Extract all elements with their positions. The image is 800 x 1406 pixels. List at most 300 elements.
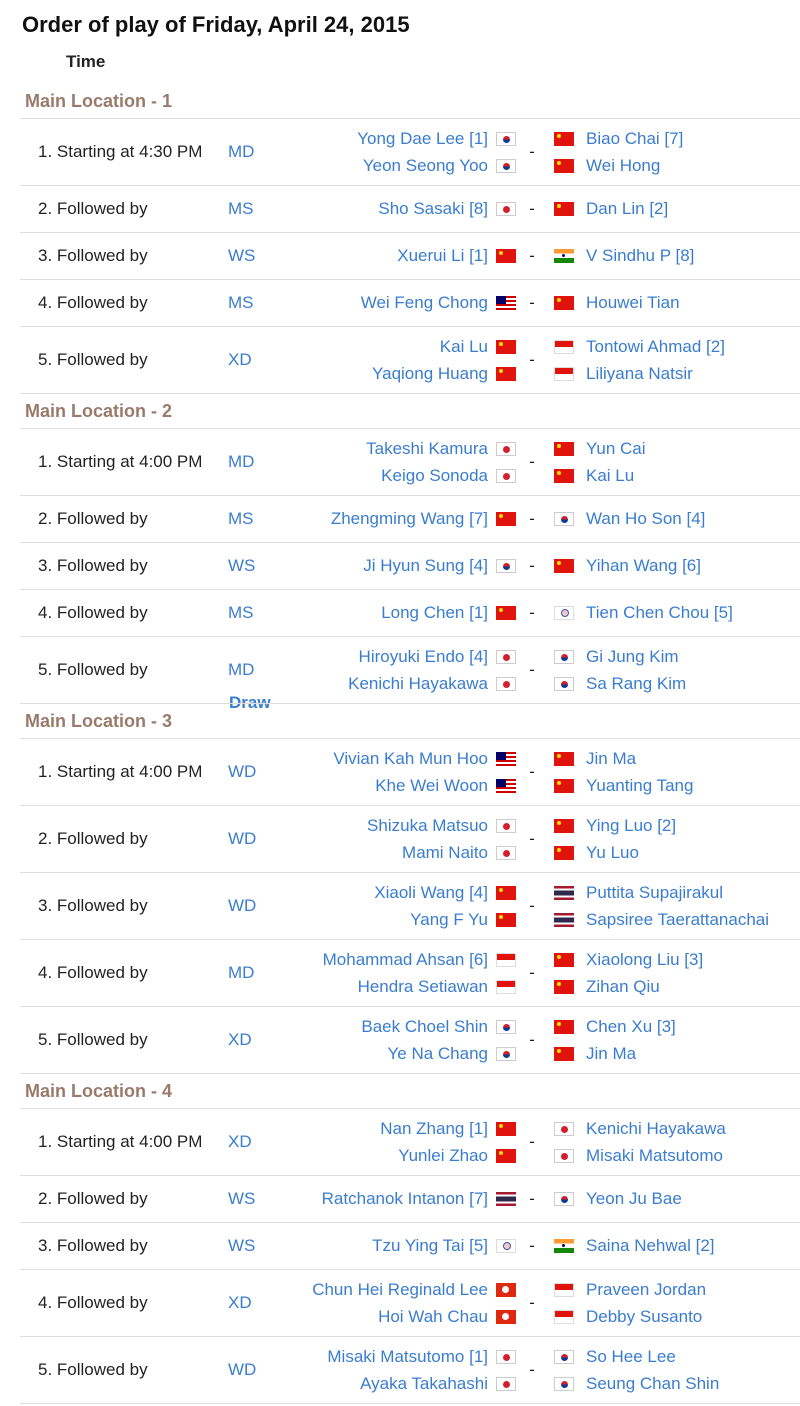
player-entry: [554, 1233, 715, 1260]
match-row: [20, 1223, 800, 1270]
team-left: [312, 1270, 516, 1336]
team-right: [554, 543, 701, 589]
draw-code-link[interactable]: XD: [228, 1293, 252, 1312]
china-flag-icon: [554, 202, 574, 216]
player-entry: [323, 946, 516, 973]
player-name-link[interactable]: So Hee Lee: [586, 1346, 676, 1366]
team-right: [554, 429, 646, 495]
team-left: [327, 1337, 516, 1403]
india-flag-icon: [554, 1239, 574, 1253]
player-entry: [554, 973, 660, 1000]
china-flag-icon: [554, 1047, 574, 1061]
player-name-link[interactable]: Chun Hei Reginald Lee: [312, 1279, 488, 1299]
player-name-link[interactable]: Dan Lin [2]: [586, 199, 669, 218]
player-name-link[interactable]: Vivian Kah Mun Hoo: [333, 748, 488, 768]
china-flag-icon: [554, 752, 574, 766]
match-row: [20, 233, 800, 280]
player-entry: [554, 839, 639, 866]
match-order-time: 2. Followed by: [38, 829, 148, 848]
team-left: [381, 590, 516, 636]
china-flag-icon: [554, 159, 574, 173]
match-row: [20, 637, 800, 704]
location-heading: Main Location - 3: [20, 704, 800, 739]
korea-flag-icon: [554, 650, 574, 664]
player-entry: [554, 1370, 719, 1397]
player-name-link[interactable]: Houwei Tian: [586, 293, 680, 312]
draw-code-link[interactable]: WS: [228, 556, 256, 575]
match-order-time: 1. Starting at 4:00 PM: [38, 452, 203, 471]
draw-code-link[interactable]: MD: [228, 142, 255, 161]
match-row: [20, 806, 800, 873]
player-name-link[interactable]: Seung Chan Shin: [586, 1373, 720, 1393]
player-entry: [363, 553, 516, 580]
team-left: [333, 739, 516, 805]
japan-flag-icon: [554, 1149, 574, 1163]
player-entry: [372, 360, 516, 387]
player-name-link[interactable]: V Sindhu P [8]: [586, 246, 695, 265]
china-flag-icon: [554, 1020, 574, 1034]
player-entry: [554, 290, 680, 317]
order-of-play-list: [20, 84, 800, 1404]
player-entry: [554, 125, 683, 152]
team-right: [554, 1223, 715, 1269]
draw-code-link[interactable]: MS: [228, 603, 254, 622]
player-entry: [554, 643, 679, 670]
china-flag-icon: [496, 886, 516, 900]
player-entry: [554, 1186, 682, 1213]
thailand-flag-icon: [554, 886, 574, 900]
versus-separator: -: [529, 603, 535, 622]
indonesia-flag-icon: [496, 980, 516, 994]
china-flag-icon: [554, 442, 574, 456]
player-name-link[interactable]: Hendra Setiawan: [357, 976, 488, 996]
match-row: [20, 327, 800, 394]
player-name-link[interactable]: Nan Zhang [1]: [380, 1118, 488, 1138]
japan-flag-icon: [554, 1122, 574, 1136]
player-entry: [358, 973, 516, 1000]
match-order-time: 1. Starting at 4:00 PM: [38, 762, 203, 781]
player-name-link[interactable]: Jin Ma: [586, 1043, 637, 1063]
china-flag-icon: [554, 980, 574, 994]
player-entry: [554, 1013, 676, 1040]
team-right: [554, 186, 668, 232]
match-row: [20, 739, 800, 806]
player-entry: [554, 435, 646, 462]
player-name-link[interactable]: Yeon Seong Yoo: [362, 155, 488, 175]
player-entry: [327, 1343, 516, 1370]
match-order-time: 4. Followed by: [38, 603, 148, 622]
korea-flag-icon: [496, 1047, 516, 1061]
player-name-link[interactable]: Yun Cai: [586, 438, 646, 458]
player-entry: [554, 462, 634, 489]
versus-separator: -: [529, 1236, 535, 1255]
player-name-link[interactable]: Takeshi Kamura: [366, 438, 488, 458]
player-name-link[interactable]: Yihan Wang [6]: [586, 556, 701, 575]
player-name-link[interactable]: Hiroyuki Endo [4]: [358, 646, 488, 666]
player-name-link[interactable]: Misaki Matsutomo: [586, 1145, 723, 1165]
player-name-link[interactable]: Zihan Qiu: [586, 976, 660, 996]
player-name-link[interactable]: Khe Wei Woon: [375, 775, 488, 795]
player-entry: [361, 1013, 516, 1040]
china-flag-icon: [554, 296, 574, 310]
indonesia-flag-icon: [554, 1310, 574, 1324]
match-order-time: 5. Followed by: [38, 1030, 148, 1049]
page-title: Order of play of Friday, April 24, 2015: [22, 12, 410, 37]
player-name-link[interactable]: Ying Luo [2]: [586, 815, 677, 835]
player-name-link[interactable]: Chen Xu [3]: [586, 1016, 676, 1036]
player-entry: [554, 745, 636, 772]
player-entry: [554, 879, 723, 906]
player-entry: [375, 772, 516, 799]
player-entry: [554, 1343, 676, 1370]
team-right: [554, 1176, 682, 1222]
indonesia-flag-icon: [554, 1283, 574, 1297]
china-flag-icon: [496, 340, 516, 354]
player-name-link[interactable]: Sho Sasaki [8]: [378, 199, 488, 218]
draw-code-link[interactable]: WD: [228, 1360, 257, 1379]
player-name-link[interactable]: Ratchanok Intanon [7]: [321, 1189, 488, 1208]
versus-separator: -: [529, 509, 535, 528]
team-right: [554, 327, 725, 393]
match-order-time: 2. Followed by: [38, 199, 148, 218]
time-column-header: Time: [66, 52, 106, 71]
player-name-link[interactable]: Shizuka Matsuo: [367, 815, 488, 835]
player-entry: [554, 600, 733, 627]
match-row: [20, 280, 800, 327]
versus-separator: -: [529, 142, 535, 161]
player-name-link[interactable]: Biao Chai [7]: [586, 128, 684, 148]
draw-code-link[interactable]: MD: [228, 963, 255, 982]
player-entry: [398, 1142, 516, 1169]
player-name-link[interactable]: Kai Lu: [586, 465, 635, 485]
player-name-link[interactable]: Gi Jung Kim: [586, 646, 679, 666]
match-order-time: 5. Followed by: [38, 350, 148, 369]
match-row: [20, 590, 800, 637]
thailand-flag-icon: [496, 1192, 516, 1206]
draw-code-link[interactable]: XD: [228, 1030, 252, 1049]
china-flag-icon: [496, 606, 516, 620]
player-name-link[interactable]: Sapsiree Taerattanachai: [586, 909, 770, 929]
match-order-time: 3. Followed by: [38, 1236, 148, 1255]
player-name-link[interactable]: Long Chen [1]: [381, 603, 488, 622]
versus-separator: -: [529, 829, 535, 848]
player-name-link[interactable]: Praveen Jordan: [586, 1279, 707, 1299]
china-flag-icon: [496, 913, 516, 927]
malaysia-flag-icon: [496, 779, 516, 793]
player-entry: [380, 1115, 516, 1142]
versus-separator: -: [529, 246, 535, 265]
china-flag-icon: [554, 846, 574, 860]
player-name-link[interactable]: Yang F Yu: [410, 909, 488, 929]
player-entry: [554, 1303, 702, 1330]
player-entry: [359, 643, 516, 670]
team-right: [554, 940, 703, 1006]
match-row: [20, 1109, 800, 1176]
player-name-link[interactable]: Jin Ma: [586, 748, 637, 768]
player-entry: [554, 333, 725, 360]
location-heading: Main Location - 1: [20, 84, 800, 119]
player-name-link[interactable]: Sa Rang Kim: [586, 673, 687, 693]
player-entry: [387, 1040, 516, 1067]
draw-code-link[interactable]: MS: [228, 509, 254, 528]
korea-flag-icon: [496, 1020, 516, 1034]
japan-flag-icon: [496, 442, 516, 456]
player-name-link[interactable]: Wei Hong: [586, 155, 661, 175]
korea-flag-icon: [496, 159, 516, 173]
team-left: [367, 806, 516, 872]
player-name-link[interactable]: Hoi Wah Chau: [378, 1306, 488, 1326]
versus-separator: -: [529, 293, 535, 312]
draw-code-link[interactable]: WS: [228, 1189, 256, 1208]
match-row: [20, 543, 800, 590]
china-flag-icon: [496, 367, 516, 381]
malaysia-flag-icon: [496, 296, 516, 310]
match-order-time: 4. Followed by: [38, 1293, 148, 1312]
match-row: [20, 429, 800, 496]
match-order-time: 5. Followed by: [38, 1360, 148, 1379]
match-order-time: 4. Followed by: [38, 293, 148, 312]
player-entry: [312, 1276, 516, 1303]
player-name-link[interactable]: Tien Chen Chou [5]: [586, 603, 733, 622]
player-entry: [397, 243, 516, 270]
match-order-time: 1. Starting at 4:00 PM: [38, 1132, 203, 1151]
versus-separator: -: [529, 1189, 535, 1208]
player-name-link[interactable]: Yaqiong Huang: [372, 363, 488, 383]
player-name-link[interactable]: Zhengming Wang [7]: [330, 509, 488, 528]
player-name-link[interactable]: Yu Luo: [586, 842, 639, 862]
china-flag-icon: [496, 512, 516, 526]
player-entry: [554, 243, 694, 270]
korea-flag-icon: [554, 1350, 574, 1364]
player-name-link[interactable]: Yunlei Zhao: [398, 1145, 488, 1165]
japan-flag-icon: [496, 1350, 516, 1364]
versus-separator: -: [529, 452, 535, 471]
player-name-link[interactable]: Ayaka Takahashi: [360, 1373, 488, 1393]
player-entry: [378, 1303, 516, 1330]
team-right: [554, 739, 693, 805]
team-right: [554, 806, 676, 872]
draw-code-link[interactable]: WD: [228, 896, 257, 915]
team-right: [554, 1007, 676, 1073]
japan-flag-icon: [496, 677, 516, 691]
team-left: [361, 280, 516, 326]
player-name-link[interactable]: Ji Hyun Sung [4]: [363, 556, 488, 575]
indonesia-flag-icon: [554, 340, 574, 354]
korea-flag-icon: [496, 559, 516, 573]
player-entry: [367, 812, 516, 839]
versus-separator: -: [529, 350, 535, 369]
player-name-link[interactable]: Yeon Ju Bae: [586, 1189, 682, 1208]
team-right: [554, 1109, 726, 1175]
team-right: [554, 637, 686, 703]
player-name-link[interactable]: Xiaoli Wang [4]: [374, 882, 488, 902]
chinese-taipei-flag-icon: [554, 606, 574, 620]
player-name-link[interactable]: Yuanting Tang: [586, 775, 694, 795]
match-order-time: 3. Followed by: [38, 246, 148, 265]
china-flag-icon: [554, 819, 574, 833]
player-name-link[interactable]: Baek Choel Shin: [361, 1016, 488, 1036]
china-flag-icon: [554, 132, 574, 146]
player-entry: [554, 360, 693, 387]
match-order-time: 2. Followed by: [38, 1189, 148, 1208]
player-name-link[interactable]: Debby Susanto: [586, 1306, 703, 1326]
player-name-link[interactable]: Saina Nehwal [2]: [586, 1236, 715, 1255]
japan-flag-icon: [496, 469, 516, 483]
match-order-time: 1. Starting at 4:30 PM: [38, 142, 203, 161]
player-entry: [366, 435, 516, 462]
player-name-link[interactable]: Mami Naito: [402, 842, 488, 862]
draw-code-link[interactable]: MS: [228, 293, 254, 312]
team-right: [554, 1337, 719, 1403]
player-name-link[interactable]: Liliyana Natsir: [586, 363, 693, 383]
draw-code-link[interactable]: WS: [228, 246, 256, 265]
team-left: [372, 1223, 516, 1269]
versus-separator: -: [529, 1030, 535, 1049]
match-order-time: 4. Followed by: [38, 963, 148, 982]
player-name-link[interactable]: Tontowi Ahmad [2]: [586, 336, 725, 356]
match-row: [20, 1176, 800, 1223]
draw-code-link[interactable]: XD: [228, 1132, 252, 1151]
player-entry: [554, 152, 660, 179]
draw-code-link[interactable]: MS: [228, 199, 254, 218]
korea-flag-icon: [554, 677, 574, 691]
player-name-link[interactable]: Kai Lu: [439, 336, 488, 356]
player-entry: [554, 506, 705, 533]
versus-separator: -: [529, 199, 535, 218]
versus-separator: -: [529, 660, 535, 679]
team-left: [374, 873, 516, 939]
team-left: [348, 637, 516, 703]
match-order-time: 5. Followed by: [38, 660, 148, 679]
japan-flag-icon: [496, 202, 516, 216]
team-left: [363, 543, 516, 589]
team-left: [361, 1007, 516, 1073]
location-heading: Main Location - 2: [20, 394, 800, 429]
team-left: [380, 1109, 516, 1175]
player-entry: [381, 462, 516, 489]
hong-kong-flag-icon: [496, 1310, 516, 1324]
draw-code-link[interactable]: MD: [228, 452, 255, 471]
player-name-link[interactable]: Ye Na Chang: [387, 1043, 488, 1063]
player-entry: [361, 290, 516, 317]
team-left: [357, 119, 516, 185]
player-name-link[interactable]: Tzu Ying Tai [5]: [372, 1236, 488, 1255]
match-row: [20, 496, 800, 543]
player-entry: [440, 333, 516, 360]
china-flag-icon: [496, 1122, 516, 1136]
player-name-link[interactable]: Wei Feng Chong: [360, 293, 488, 312]
team-left: [378, 186, 516, 232]
korea-flag-icon: [554, 1192, 574, 1206]
match-row: [20, 119, 800, 186]
player-name-link[interactable]: Yong Dae Lee [1]: [357, 128, 488, 148]
versus-separator: -: [529, 556, 535, 575]
japan-flag-icon: [496, 819, 516, 833]
player-name-link[interactable]: Xuerui Li [1]: [397, 246, 488, 265]
player-name-link[interactable]: Kenichi Hayakawa: [586, 1118, 726, 1138]
china-flag-icon: [554, 469, 574, 483]
versus-separator: -: [529, 762, 535, 781]
malaysia-flag-icon: [496, 752, 516, 766]
player-entry: [554, 946, 703, 973]
player-entry: [554, 906, 769, 933]
player-entry: [378, 196, 516, 223]
china-flag-icon: [496, 249, 516, 263]
player-name-link[interactable]: Keigo Sonoda: [381, 465, 488, 485]
player-entry: [360, 1370, 516, 1397]
player-entry: [348, 670, 516, 697]
team-left: [366, 429, 516, 495]
player-entry: [381, 600, 516, 627]
team-right: [554, 1270, 706, 1336]
draw-code-link[interactable]: WD: [228, 829, 257, 848]
chinese-taipei-flag-icon: [496, 1239, 516, 1253]
team-right: [554, 496, 705, 542]
china-flag-icon: [554, 953, 574, 967]
player-name-link[interactable]: Kenichi Hayakawa: [348, 673, 488, 693]
match-row: [20, 1007, 800, 1074]
player-entry: [363, 152, 516, 179]
player-entry: [331, 506, 516, 533]
player-entry: [554, 812, 676, 839]
match-row: [20, 940, 800, 1007]
match-order-time: 2. Followed by: [38, 509, 148, 528]
versus-separator: -: [529, 896, 535, 915]
china-flag-icon: [554, 779, 574, 793]
match-order-time: 3. Followed by: [38, 556, 148, 575]
match-row: [20, 873, 800, 940]
team-right: [554, 119, 683, 185]
team-left: [331, 496, 516, 542]
player-entry: [554, 1142, 723, 1169]
japan-flag-icon: [496, 846, 516, 860]
draw-code-link[interactable]: MD: [228, 660, 255, 679]
match-order-time: 3. Followed by: [38, 896, 148, 915]
draw-code-link[interactable]: WD: [228, 762, 257, 781]
match-row: [20, 186, 800, 233]
player-name-link[interactable]: Puttita Supajirakul: [586, 882, 724, 902]
player-name-link[interactable]: Misaki Matsutomo [1]: [327, 1346, 488, 1366]
versus-separator: -: [529, 1293, 535, 1312]
match-row: [20, 1337, 800, 1404]
versus-separator: -: [529, 963, 535, 982]
team-right: [554, 873, 769, 939]
player-entry: [554, 772, 693, 799]
china-flag-icon: [554, 559, 574, 573]
korea-flag-icon: [554, 1377, 574, 1391]
korea-flag-icon: [554, 512, 574, 526]
draw-code-link[interactable]: XD: [228, 350, 252, 369]
player-entry: [554, 1115, 726, 1142]
player-entry: [554, 196, 668, 223]
team-left: [322, 1176, 516, 1222]
match-row: [20, 1270, 800, 1337]
player-name-link[interactable]: Xiaolong Liu [3]: [586, 949, 704, 969]
player-entry: [322, 1186, 516, 1213]
indonesia-flag-icon: [496, 953, 516, 967]
india-flag-icon: [554, 249, 574, 263]
draw-code-link[interactable]: WS: [228, 1236, 256, 1255]
china-flag-icon: [496, 1149, 516, 1163]
player-name-link[interactable]: Mohammad Ahsan [6]: [322, 949, 488, 969]
japan-flag-icon: [496, 1377, 516, 1391]
player-name-link[interactable]: Wan Ho Son [4]: [586, 509, 706, 528]
hong-kong-flag-icon: [496, 1283, 516, 1297]
team-right: [554, 280, 680, 326]
player-entry: [374, 879, 516, 906]
japan-flag-icon: [496, 650, 516, 664]
thailand-flag-icon: [554, 913, 574, 927]
